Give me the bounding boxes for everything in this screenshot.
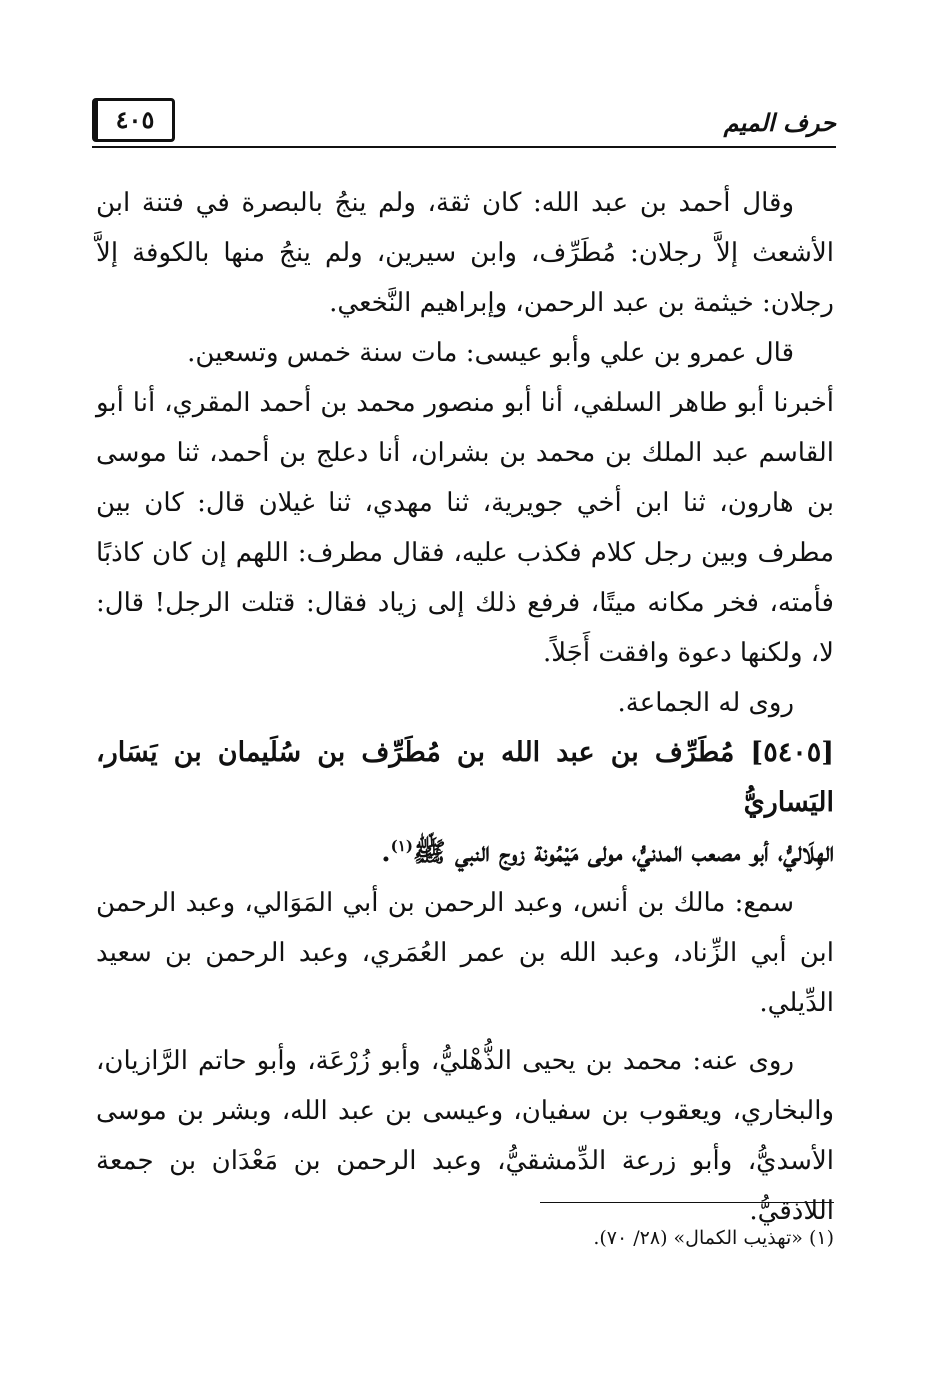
paragraph-gap [96, 1028, 834, 1036]
paragraph: أخبرنا أبو طاهر السلفي، أنا أبو منصور محمد بن أحمد المقري، أنا أبو القاسم عبد الملك بن محمد بن بشران، أنا دعلج بن أحمد، ثنا موسى بن هارون، ثنا ابن أخي جويرية، ثنا مهدي، ثنا غيلان قال: كان بين مطرف وبين رجل كلام فكذب عليه، فقال مطرف: اللهم إن كان كاذبًا فأمته، فخر مكانه ميتًا، فرفع ذلك إلى زياد فقال: قتلت الرجل! قال: لا، ولكنها دعوة وافقت أَجَلاً. [96, 388, 834, 668]
paragraph: وقال أحمد بن عبد الله: كان ثقة، ولم ينجُ بالبصرة في فتنة ابن الأشعث إلاَّ رجلان: مُطَرِّف، وابن سيرين، ولم ينجُ منها بالكوفة إلاَّ رجلان: خيثمة بن عبد الرحمن، وإبراهيم النَّخعي. [96, 188, 834, 318]
running-title: حرف الميم [723, 108, 836, 137]
header-rule [92, 146, 836, 148]
page-header [92, 94, 836, 150]
entry-heading-continued [96, 828, 834, 878]
entry-heading-end: . [381, 837, 391, 868]
paragraph: سمع: مالك بن أنس، وعبد الرحمن بن أبي المَوَالي، وعبد الرحمن ابن أبي الزِّناد، وعبد الله بن عمر العُمَري، وعبد الرحمن بن سعيد الدِّيلي. [96, 888, 834, 1018]
paragraph: روى عنه: محمد بن يحيى الذُّهْليُّ، وأبو زُرْعَة، وأبو حاتم الرَّازيان، والبخاري، ويعقوب بن سفيان، وعيسى بن عبد الله، وبشر بن موسى الأسديُّ، وأبو زرعة الدِّمشقيُّ، وعبد الرحمن بن مَعْدَان بن جمعة اللاذقيُّ. [96, 1046, 834, 1226]
main-text [96, 178, 834, 1236]
entry-heading [96, 728, 834, 828]
footnote-reference[interactable]: (١) [390, 837, 413, 855]
footnote: (١) «تهذيب الكمال» (٢٨/ ٧٠). [593, 1227, 834, 1249]
paragraph: روى له الجماعة. [617, 688, 794, 718]
footnote-rule [540, 1202, 834, 1203]
paragraph: قال عمرو بن علي وأبو عيسى: مات سنة خمس وتسعين. [187, 338, 794, 368]
entry-heading-line2: الهِلَاليُّ، أبو مصعب المدنيُّ، مولى مَيْمُونة زوج النبي ﷺ [412, 837, 834, 868]
entry-heading-line1: [٥٤٠٥] مُطَرِّف بن عبد الله بن مُطَرِّف بن سُلَيمان بن يَسَار، اليَساريُّ [96, 737, 834, 818]
page-number: ٤٠٥ [92, 98, 175, 142]
